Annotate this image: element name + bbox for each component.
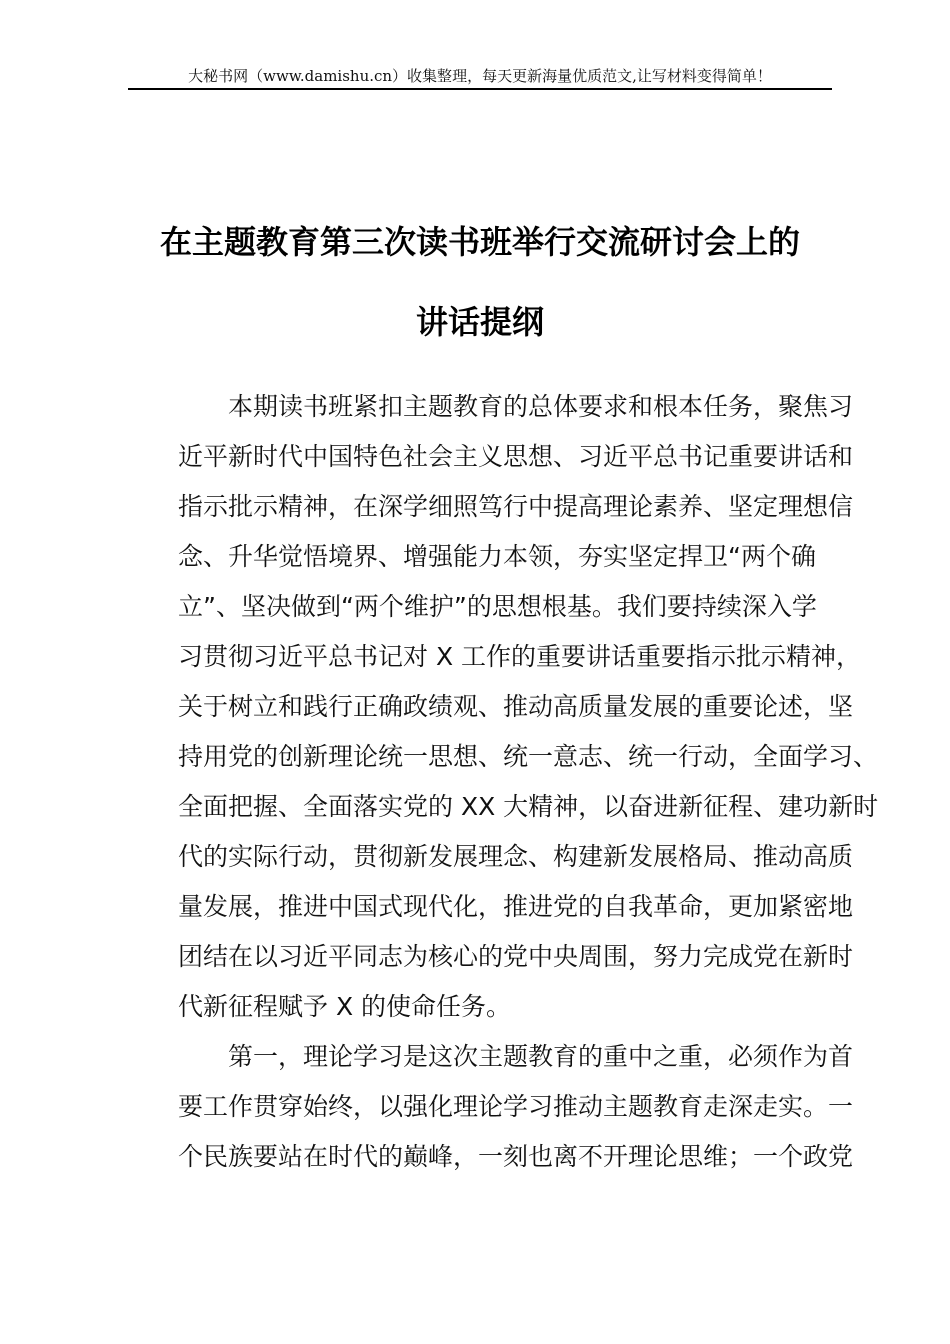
body-line: 持用党的创新理论统一思想、统一意志、统一行动，全面学习、 <box>178 742 879 771</box>
document-title-line-2: 讲话提纲 <box>415 303 544 341</box>
body-line: 关于树立和践行正确政绩观、推动高质量发展的重要论述，坚 <box>178 692 854 721</box>
body-line: 指示批示精神，在深学细照笃行中提高理论素养、坚定理想信 <box>178 492 854 521</box>
page-header <box>128 66 832 90</box>
body-line: 第一，理论学习是这次主题教育的重中之重，必须作为首 <box>228 1042 854 1071</box>
body-line: 个民族要站在时代的巅峰，一刻也离不开理论思维；一个政党 <box>178 1142 854 1171</box>
body-line: 习贯彻习近平总书记对 X 工作的重要讲话重要指示批示精神， <box>178 642 862 671</box>
body-line: 要工作贯穿始终，以强化理论学习推动主题教育走深走实。一 <box>178 1092 854 1121</box>
body-line: 全面把握、全面落实党的 XX 大精神，以奋进新征程、建功新时 <box>178 792 879 821</box>
paragraph-intro <box>128 382 879 1032</box>
body-line: 立”、坚决做到“两个维护”的思想根基。我们要持续深入学 <box>178 592 817 621</box>
body-line: 量发展，推进中国式现代化，推进党的自我革命，更加紧密地 <box>178 892 854 921</box>
body-line: 代的实际行动，贯彻新发展理念、构建新发展格局、推动高质 <box>178 842 854 871</box>
body-line: 念、升华觉悟境界、增强能力本领，夯实坚定捍卫“两个确 <box>178 542 816 571</box>
header-text: 大秘书网（www.damishu.cn）收集整理，每天更新海量优质范文,让写材料变得简单！ <box>188 67 772 85</box>
paragraph-first-point <box>128 1032 858 1182</box>
document-title-line-1: 在主题教育第三次读书班举行交流研讨会上的 <box>159 223 800 261</box>
body-line: 代新征程赋予 X 的使命任务。 <box>178 992 512 1021</box>
body-line: 团结在以习近平同志为核心的党中央周围，努力完成党在新时 <box>178 942 854 971</box>
document-body <box>128 382 879 1182</box>
body-line: 近平新时代中国特色社会主义思想、习近平总书记重要讲话和 <box>178 442 854 471</box>
body-line: 本期读书班紧扣主题教育的总体要求和根本任务，聚焦习 <box>228 392 854 421</box>
